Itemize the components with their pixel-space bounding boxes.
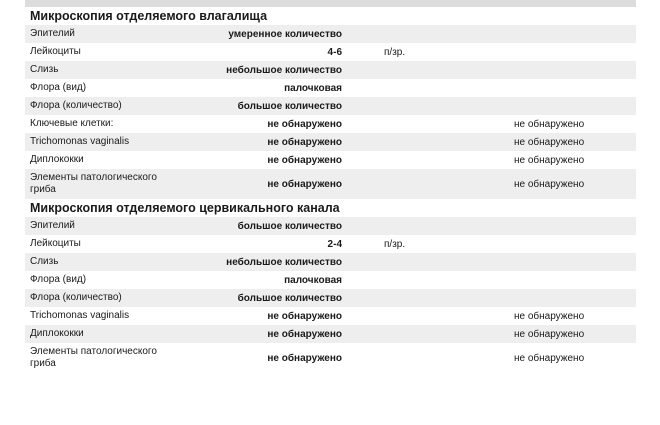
- test-value: не обнаружено: [267, 118, 342, 130]
- test-value: не обнаружено: [267, 352, 342, 364]
- reference-value: не обнаружено: [514, 352, 585, 364]
- lab-report: [25, 7, 636, 373]
- test-value: не обнаружено: [267, 178, 342, 190]
- test-value: палочковая: [284, 82, 342, 94]
- test-name: Лейкоциты: [30, 238, 81, 249]
- result-row-trichomonas: [25, 133, 636, 151]
- test-value: палочковая: [284, 274, 342, 286]
- test-name: Флора (вид): [30, 82, 87, 93]
- test-value: 4-6: [327, 46, 342, 58]
- result-row-flora-amount: [25, 97, 636, 115]
- section-title: Микроскопия отделяемого влагалища: [25, 7, 636, 25]
- reference-value: не обнаружено: [514, 328, 585, 340]
- test-value: 2-4: [327, 238, 342, 250]
- result-row-epithelium: [25, 217, 636, 235]
- result-row-epithelium: [25, 25, 636, 43]
- reference-value: не обнаружено: [514, 310, 585, 322]
- result-row-leukocytes: [25, 43, 636, 61]
- reference-value: не обнаружено: [514, 154, 585, 166]
- test-name: Trichomonas vaginalis: [30, 310, 130, 321]
- test-value: умеренное количество: [228, 28, 342, 40]
- test-unit: п/зр.: [384, 46, 406, 58]
- test-name: Элементы патологического гриба: [30, 346, 157, 369]
- reference-value: не обнаружено: [514, 136, 585, 148]
- test-value: не обнаружено: [267, 154, 342, 166]
- result-row-fungal-elements: [25, 169, 636, 199]
- test-value: небольшое количество: [226, 64, 342, 76]
- test-value: небольшое количество: [226, 256, 342, 268]
- test-value: большое количество: [237, 100, 342, 112]
- test-value: большое количество: [237, 220, 342, 232]
- result-row-flora-type: [25, 271, 636, 289]
- test-name: Флора (вид): [30, 274, 87, 285]
- test-value: не обнаружено: [267, 136, 342, 148]
- test-name: Лейкоциты: [30, 46, 81, 57]
- result-row-diplococci: [25, 151, 636, 169]
- section-cervical-microscopy: [25, 199, 636, 373]
- test-name: Диплококки: [30, 154, 84, 165]
- result-row-diplococci: [25, 325, 636, 343]
- result-row-flora-amount: [25, 289, 636, 307]
- reference-value: не обнаружено: [514, 118, 585, 130]
- test-value: не обнаружено: [267, 310, 342, 322]
- test-name: Слизь: [30, 256, 59, 267]
- test-name: Диплококки: [30, 328, 84, 339]
- result-row-clue-cells: [25, 115, 636, 133]
- result-row-mucus: [25, 253, 636, 271]
- result-row-leukocytes: [25, 235, 636, 253]
- result-row-fungal-elements: [25, 343, 636, 373]
- test-name: Флора (количество): [30, 100, 122, 111]
- result-row-mucus: [25, 61, 636, 79]
- test-value: не обнаружено: [267, 328, 342, 340]
- header-band: [25, 0, 636, 7]
- reference-value: не обнаружено: [514, 178, 585, 190]
- test-name: Флора (количество): [30, 292, 122, 303]
- section-title: Микроскопия отделяемого цервикального канала: [25, 199, 636, 217]
- section-vaginal-microscopy: [25, 7, 636, 199]
- result-row-trichomonas: [25, 307, 636, 325]
- test-unit: п/зр.: [384, 238, 406, 250]
- test-name: Ключевые клетки:: [30, 118, 114, 129]
- test-name: Эпителий: [30, 28, 75, 39]
- test-name: Слизь: [30, 64, 59, 75]
- test-name: Эпителий: [30, 220, 75, 231]
- test-name: Элементы патологического гриба: [30, 172, 157, 195]
- test-value: большое количество: [237, 292, 342, 304]
- result-row-flora-type: [25, 79, 636, 97]
- test-name: Trichomonas vaginalis: [30, 136, 130, 147]
